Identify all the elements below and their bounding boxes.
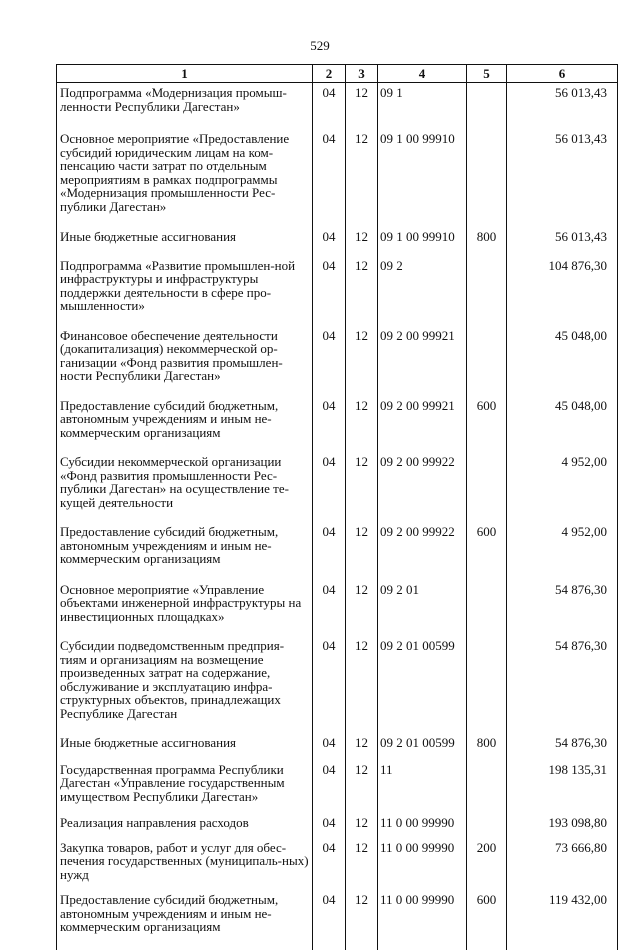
- row-name-cell: Иные бюджетные ассигнования: [57, 227, 313, 256]
- row-name-cell: Субсидии некоммерческой организации «Фонд развития промышленности Рес-публики Дагестан» на осуществление те-кущей деятельности: [57, 452, 313, 522]
- row-amount-cell: 45 048,00: [507, 396, 618, 453]
- row-name-cell: Закупка товаров, работ и услуг для обес-печения государственных (муниципаль-ных) нужд: [57, 838, 313, 891]
- row-name-cell: Государственная программа Республики Дагестан «Управление государственным имуществом Республики Дагестан»: [57, 760, 313, 814]
- row-code-cell: 09 2: [378, 256, 467, 326]
- table-row: [57, 890, 618, 944]
- row-col5-cell: [467, 326, 507, 396]
- table-row: [57, 396, 618, 453]
- row-amount-cell: 4 952,00: [507, 452, 618, 522]
- row-name-cell: Предоставление субсидий бюджетным, автономным учреждениям и иным не-коммерческим организациям: [57, 522, 313, 580]
- row-col3-cell: 12: [346, 760, 378, 814]
- row-col5-cell: [467, 83, 507, 130]
- table-filler-row: [57, 944, 618, 950]
- page-number: 529: [310, 38, 330, 53]
- row-col3-cell: 12: [346, 813, 378, 838]
- row-amount-cell: 104 876,30: [507, 256, 618, 326]
- row-col2-cell: 04: [313, 838, 346, 891]
- row-code-cell: 09 1 00 99910: [378, 227, 467, 256]
- row-col2-cell: 04: [313, 83, 346, 130]
- row-amount-cell: 54 876,30: [507, 733, 618, 760]
- row-code-cell: 11 0 00 99990: [378, 890, 467, 944]
- row-col2-cell: 04: [313, 813, 346, 838]
- row-col2-cell: 04: [313, 890, 346, 944]
- header-col-3: 3: [346, 65, 378, 83]
- row-code-cell: 09 2 00 99922: [378, 452, 467, 522]
- table-row: [57, 326, 618, 396]
- row-col3-cell: 12: [346, 129, 378, 227]
- table-row: [57, 522, 618, 580]
- header-col-1: 1: [57, 65, 313, 83]
- row-amount-cell: 198 135,31: [507, 760, 618, 814]
- table-row: [57, 636, 618, 733]
- table-row: [57, 760, 618, 814]
- row-name-cell: Реализация направления расходов: [57, 813, 313, 838]
- filler-cell: [507, 944, 618, 950]
- row-amount-cell: 73 666,80: [507, 838, 618, 891]
- row-col3-cell: 12: [346, 838, 378, 891]
- row-col2-cell: 04: [313, 326, 346, 396]
- filler-cell: [57, 944, 313, 950]
- row-code-cell: 09 2 00 99921: [378, 396, 467, 453]
- row-name-cell: Субсидии подведомственным предприя-тиям и организациям на возмещение произведенных затрат на содержание, обслуживание и эксплуатацию инфра-структурных объектов, принадлежащих Республике Дагестан: [57, 636, 313, 733]
- row-name-cell: Подпрограмма «Развитие промышлен-ной инфраструктуры и инфраструктуры поддержки деятельности в сфере про-мышленности»: [57, 256, 313, 326]
- row-code-cell: 11 0 00 99990: [378, 813, 467, 838]
- row-amount-cell: 45 048,00: [507, 326, 618, 396]
- row-col5-cell: [467, 760, 507, 814]
- table-header-row: [57, 65, 618, 83]
- row-code-cell: 09 2 00 99921: [378, 326, 467, 396]
- row-col5-cell: 600: [467, 890, 507, 944]
- row-code-cell: 09 1: [378, 83, 467, 130]
- row-col3-cell: 12: [346, 83, 378, 130]
- filler-cell: [313, 944, 346, 950]
- table-body: [57, 83, 618, 950]
- table-row: [57, 580, 618, 637]
- row-col3-cell: 12: [346, 227, 378, 256]
- row-code-cell: 11 0 00 99990: [378, 838, 467, 891]
- row-col5-cell: [467, 813, 507, 838]
- row-col3-cell: 12: [346, 396, 378, 453]
- row-col2-cell: 04: [313, 580, 346, 637]
- row-code-cell: 09 2 01 00599: [378, 733, 467, 760]
- row-col2-cell: 04: [313, 256, 346, 326]
- table-row: [57, 838, 618, 891]
- row-amount-cell: 4 952,00: [507, 522, 618, 580]
- row-col5-cell: 200: [467, 838, 507, 891]
- row-col5-cell: [467, 452, 507, 522]
- filler-cell: [467, 944, 507, 950]
- row-col2-cell: 04: [313, 636, 346, 733]
- row-col5-cell: 600: [467, 522, 507, 580]
- row-code-cell: 09 2 01: [378, 580, 467, 637]
- row-col5-cell: [467, 580, 507, 637]
- row-col3-cell: 12: [346, 256, 378, 326]
- row-code-cell: 09 2 00 99922: [378, 522, 467, 580]
- row-col2-cell: 04: [313, 760, 346, 814]
- filler-cell: [346, 944, 378, 950]
- row-col2-cell: 04: [313, 522, 346, 580]
- row-amount-cell: 54 876,30: [507, 580, 618, 637]
- row-amount-cell: 56 013,43: [507, 83, 618, 130]
- row-col2-cell: 04: [313, 129, 346, 227]
- row-code-cell: 09 1 00 99910: [378, 129, 467, 227]
- row-col5-cell: [467, 129, 507, 227]
- row-code-cell: 09 2 01 00599: [378, 636, 467, 733]
- row-name-cell: Финансовое обеспечение деятельности (докапитализация) некоммерческой ор-ганизации «Фонд развития промышлен-ности Республики Дагестан»: [57, 326, 313, 396]
- row-name-cell: Предоставление субсидий бюджетным, автономным учреждениям и иным не-коммерческим организациям: [57, 890, 313, 944]
- table-row: [57, 129, 618, 227]
- row-amount-cell: 56 013,43: [507, 227, 618, 256]
- table-row: [57, 452, 618, 522]
- header-col-4: 4: [378, 65, 467, 83]
- row-name-cell: Основное мероприятие «Предоставление субсидий юридическим лицам на ком-пенсацию части затрат по отдельным мероприятиям в рамках подпрограммы «Модернизация промышленности Рес-публики Дагестан»: [57, 129, 313, 227]
- row-code-cell: 11: [378, 760, 467, 814]
- row-name-cell: Подпрограмма «Модернизация промыш-ленности Республики Дагестан»: [57, 83, 313, 130]
- row-col2-cell: 04: [313, 452, 346, 522]
- row-col2-cell: 04: [313, 733, 346, 760]
- table-row: [57, 733, 618, 760]
- table-row: [57, 256, 618, 326]
- row-col5-cell: 800: [467, 227, 507, 256]
- row-col5-cell: 600: [467, 396, 507, 453]
- budget-table: [56, 64, 618, 950]
- row-col3-cell: 12: [346, 452, 378, 522]
- row-name-cell: Иные бюджетные ассигнования: [57, 733, 313, 760]
- header-col-5: 5: [467, 65, 507, 83]
- row-col3-cell: 12: [346, 733, 378, 760]
- row-col5-cell: [467, 636, 507, 733]
- row-col3-cell: 12: [346, 636, 378, 733]
- row-name-cell: Основное мероприятие «Управление объектами инженерной инфраструктуры на инвестиционных площадках»: [57, 580, 313, 637]
- row-col3-cell: 12: [346, 580, 378, 637]
- row-col5-cell: 800: [467, 733, 507, 760]
- row-col5-cell: [467, 256, 507, 326]
- row-col2-cell: 04: [313, 227, 346, 256]
- header-col-2: 2: [313, 65, 346, 83]
- filler-cell: [378, 944, 467, 950]
- table-row: [57, 83, 618, 130]
- row-col3-cell: 12: [346, 890, 378, 944]
- row-col2-cell: 04: [313, 396, 346, 453]
- table-row: [57, 227, 618, 256]
- row-amount-cell: 119 432,00: [507, 890, 618, 944]
- row-amount-cell: 56 013,43: [507, 129, 618, 227]
- row-col3-cell: 12: [346, 326, 378, 396]
- header-col-6: 6: [507, 65, 618, 83]
- row-name-cell: Предоставление субсидий бюджетным, автономным учреждениям и иным не-коммерческим организациям: [57, 396, 313, 453]
- row-col3-cell: 12: [346, 522, 378, 580]
- row-amount-cell: 193 098,80: [507, 813, 618, 838]
- row-amount-cell: 54 876,30: [507, 636, 618, 733]
- table-row: [57, 813, 618, 838]
